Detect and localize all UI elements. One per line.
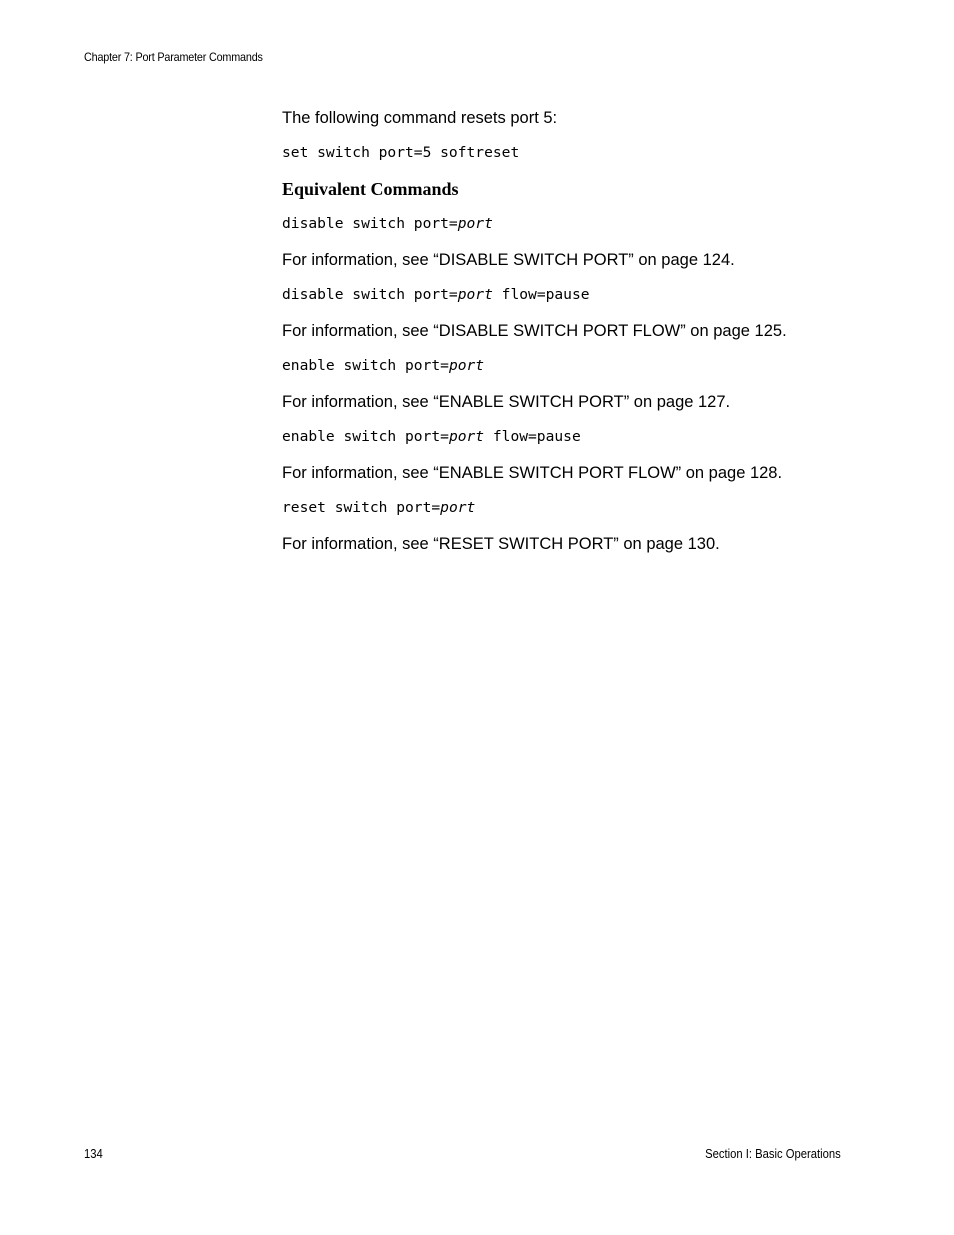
command-suffix: flow=pause (492, 286, 590, 303)
equivalent-info-3: For information, see “ENABLE SWITCH PORT” on page 127. (282, 393, 731, 411)
running-header: Chapter 7: Port Parameter Commands (84, 50, 263, 64)
command-param: port (457, 286, 493, 303)
equivalent-info-4: For information, see “ENABLE SWITCH PORT FLOW” on page 128. (282, 464, 783, 482)
command-param: port (457, 215, 493, 232)
equivalent-command-4 (282, 427, 882, 447)
command-param: port (448, 428, 485, 445)
page-number: 134 (84, 1147, 103, 1161)
section-footer: Section I: Basic Operations (705, 1147, 841, 1161)
command-param: port (448, 357, 485, 374)
equivalent-command-5 (282, 498, 882, 518)
intro-paragraph: The following command resets port 5: (282, 109, 558, 127)
equivalent-command-2 (282, 285, 882, 305)
equivalent-command-1 (282, 214, 882, 234)
page-content (282, 106, 882, 556)
equivalent-command-3 (282, 356, 882, 376)
command-param: port (440, 499, 476, 516)
equivalent-info-5: For information, see “RESET SWITCH PORT” on page 130. (282, 535, 720, 553)
command-text: disable switch port= (282, 286, 458, 303)
equivalent-info-1: For information, see “DISABLE SWITCH PORT” on page 124. (282, 251, 735, 269)
command-text: disable switch port= (282, 215, 458, 232)
equivalent-info-2: For information, see “DISABLE SWITCH PORT FLOW” on page 125. (282, 322, 787, 340)
example-command: set switch port=5 softreset (282, 144, 520, 161)
section-heading: Equivalent Commands (282, 179, 459, 199)
command-text: enable switch port= (282, 357, 449, 374)
command-text: reset switch port= (282, 499, 441, 516)
command-suffix: flow=pause (484, 428, 581, 445)
command-text: enable switch port= (282, 428, 449, 445)
